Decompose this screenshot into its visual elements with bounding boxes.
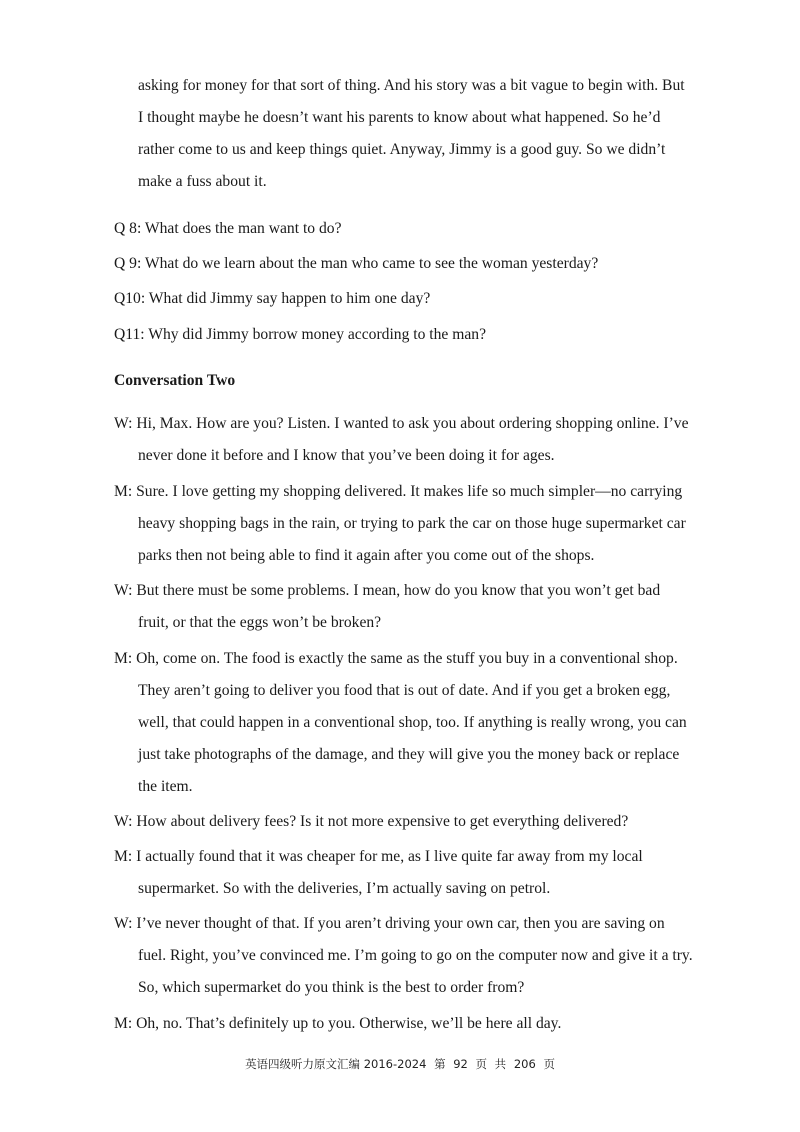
question-9: Q 9: What do we learn about the man who came to see the woman yesterday? xyxy=(114,255,599,272)
text-line: supermarket. So with the deliveries, I’m actually saving on petrol. xyxy=(138,880,551,897)
text-line: heavy shopping bags in the rain, or trying to park the car on those huge supermarket car xyxy=(138,515,686,532)
text-line: parks then not being able to find it again after you come out of the shops. xyxy=(138,547,595,564)
text-line: well, that could happen in a conventional shop, too. If anything is really wrong, you can xyxy=(138,714,687,731)
text-line: M: Sure. I love getting my shopping delivered. It makes life so much simpler—no carrying xyxy=(114,483,683,500)
question-8: Q 8: What does the man want to do? xyxy=(114,220,342,237)
text-line: the item. xyxy=(138,778,193,795)
text-line: W: But there must be some problems. I mean, how do you know that you won’t get bad xyxy=(114,582,661,599)
page-footer xyxy=(0,1056,800,1072)
question-11: Q11: Why did Jimmy borrow money according to the man? xyxy=(114,326,487,343)
footer-page-label-suffix: 页 xyxy=(475,1057,488,1071)
footer-page-label: 第 xyxy=(434,1057,446,1071)
text-line: make a fuss about it. xyxy=(138,173,267,190)
text-line: never done it before and I know that you’ve been doing it for ages. xyxy=(138,447,555,464)
footer-total-label: 共 xyxy=(494,1057,507,1071)
text-line: asking for money for that sort of thing. And his story was a bit vague to begin with. But xyxy=(138,77,685,94)
text-line: rather come to us and keep things quiet. Anyway, Jimmy is a good guy. So we didn’t xyxy=(138,141,666,158)
footer-total-pages: 206 xyxy=(513,1057,536,1071)
text-line: fruit, or that the eggs won’t be broken? xyxy=(138,614,382,631)
text-line: just take photographs of the damage, and they will give you the money back or replace xyxy=(138,746,680,763)
text-line: fuel. Right, you’ve convinced me. I’m going to go on the computer now and give it a try. xyxy=(138,947,693,964)
section-heading: Conversation Two xyxy=(114,372,236,389)
text-line: W: How about delivery fees? Is it not more expensive to get everything delivered? xyxy=(114,813,629,830)
text-line: So, which supermarket do you think is the best to order from? xyxy=(138,979,525,996)
footer-title: 英语四级听力原文汇编 2016-2024 xyxy=(245,1057,427,1071)
footer-total-label-suffix: 页 xyxy=(543,1057,555,1071)
question-10: Q10: What did Jimmy say happen to him one day? xyxy=(114,290,431,307)
text-line: They aren’t going to deliver you food that is out of date. And if you get a broken egg, xyxy=(138,682,671,699)
text-line: W: Hi, Max. How are you? Listen. I wanted to ask you about ordering shopping online. I’ve xyxy=(114,415,689,432)
text-line: M: Oh, come on. The food is exactly the same as the stuff you buy in a conventional shop. xyxy=(114,650,678,667)
text-line: M: I actually found that it was cheaper for me, as I live quite far away from my local xyxy=(114,848,643,865)
footer-page-number: 92 xyxy=(453,1057,468,1071)
text-line: W: I’ve never thought of that. If you aren’t driving your own car, then you are saving on xyxy=(114,915,665,932)
text-line: M: Oh, no. That’s definitely up to you. Otherwise, we’ll be here all day. xyxy=(114,1015,562,1032)
text-line: I thought maybe he doesn’t want his parents to know about what happened. So he’d xyxy=(138,109,661,126)
